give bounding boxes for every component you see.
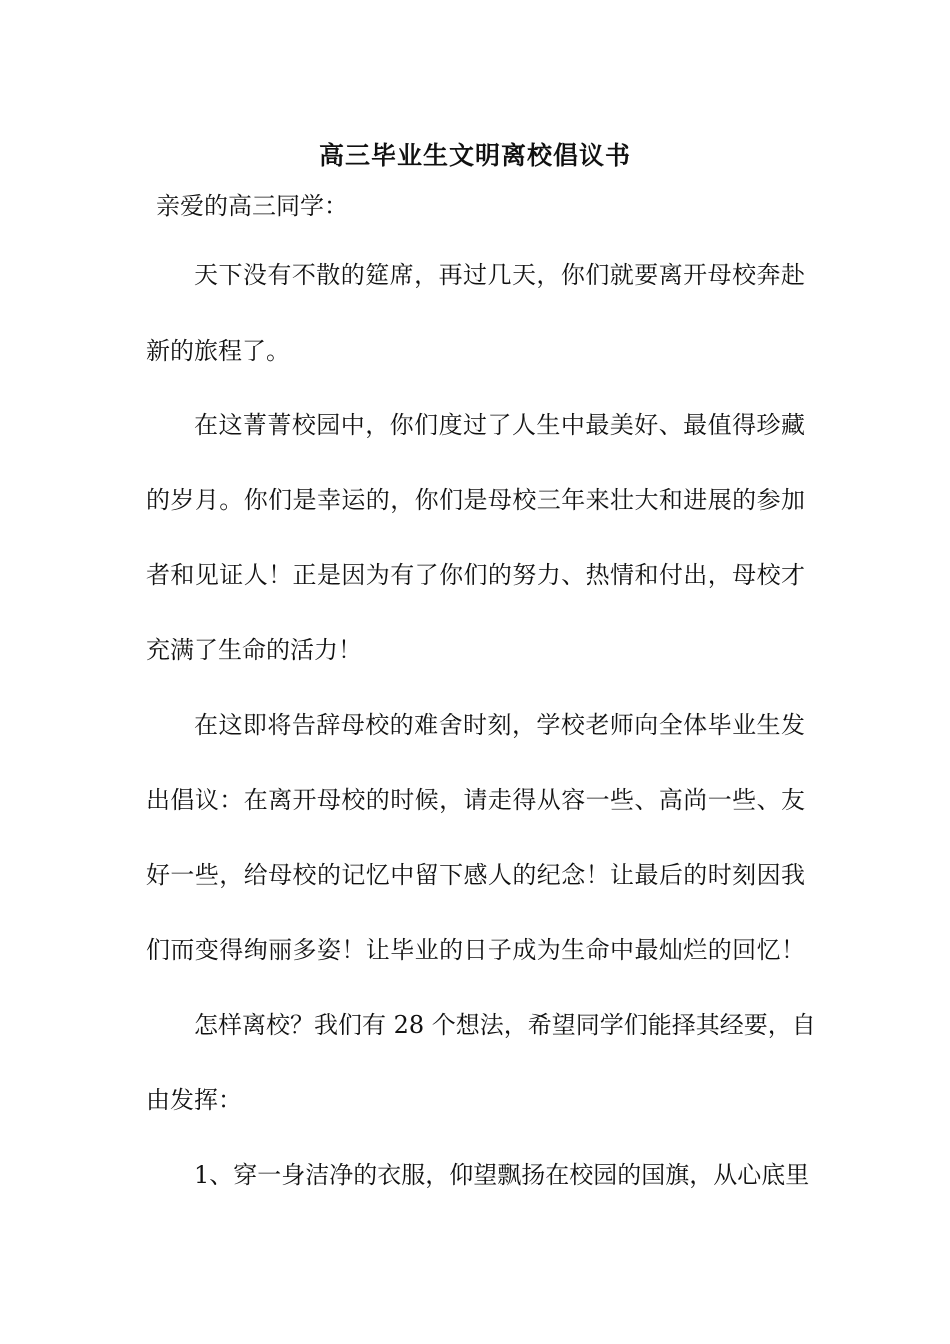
paragraph-line: 1、穿一身洁净的衣服，仰望飘扬在校园的国旗，从心底里 — [194, 1161, 810, 1189]
paragraph-line: 在这菁菁校园中，你们度过了人生中最美好、最值得珍藏 — [194, 411, 805, 439]
paragraph-line: 怎样离校？我们有 28 个想法，希望同学们能择其经要，自 — [194, 1011, 816, 1039]
document-title: 高三毕业生文明离校倡议书 — [318, 141, 631, 170]
paragraph-line: 天下没有不散的筵席，再过几天，你们就要离开母校奔赴 — [194, 261, 805, 289]
paragraph-line: 们而变得绚丽多姿！让毕业的日子成为生命中最灿烂的回忆！ — [146, 936, 805, 964]
paragraph-line: 的岁月。你们是幸运的，你们是母校三年来壮大和进展的参加 — [146, 486, 805, 514]
paragraph-line: 由发挥： — [146, 1086, 242, 1114]
salutation: 亲爱的高三同学： — [156, 192, 348, 220]
paragraph-line: 好一些，给母校的记忆中留下感人的纪念！让最后的时刻因我 — [146, 861, 805, 889]
paragraph-line: 在这即将告辞母校的难舍时刻，学校老师向全体毕业生发 — [194, 711, 805, 739]
paragraph-line: 者和见证人！正是因为有了你们的努力、热情和付出，母校才 — [146, 561, 805, 589]
paragraph-line: 新的旅程了。 — [146, 337, 290, 365]
paragraph-line: 充满了生命的活力！ — [146, 636, 362, 664]
paragraph-line: 出倡议：在离开母校的时候，请走得从容一些、高尚一些、友 — [146, 786, 805, 814]
